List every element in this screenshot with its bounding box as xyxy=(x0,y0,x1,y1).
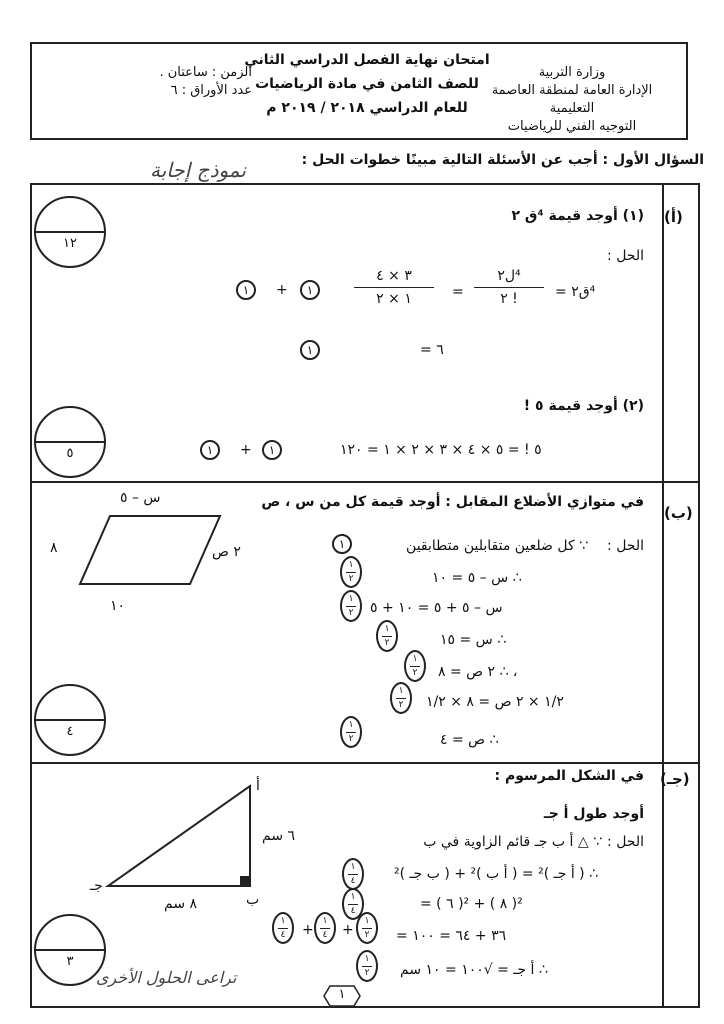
half-den: ٢ xyxy=(364,967,370,978)
half-mark xyxy=(356,912,378,944)
score-value: ٣ xyxy=(66,954,74,969)
quarter-mark xyxy=(342,858,364,890)
part-a-q2-solution: ٥ ! = ٥ × ٤ × ٣ × ٢ × ١ = ١٢٠ xyxy=(340,442,542,458)
quarter-num: ١ xyxy=(322,915,328,926)
half-mark xyxy=(390,682,412,714)
half-mark xyxy=(356,950,378,982)
fig-left-label: ٨ xyxy=(50,540,58,556)
alternate-solutions-note: تراعى الحلول الأخرى xyxy=(96,968,237,987)
fig-vertex-a: أ xyxy=(256,778,260,794)
half-mark xyxy=(340,716,362,748)
fraction-denominator: ٢ ! xyxy=(500,291,518,307)
half-mark xyxy=(340,556,362,588)
part-a-question-1: (١) أوجد قيمة ⁴ق ٢ xyxy=(511,208,644,224)
question-title: السؤال الأول : أجب عن الأسئلة التالية مبينًا خطوات الحل : xyxy=(301,152,704,168)
half-mark xyxy=(404,650,426,682)
right-angle-marker xyxy=(240,876,250,886)
triangle-shape xyxy=(108,786,250,886)
fraction-denominator: ١ × ٢ xyxy=(376,291,412,307)
plus-sign: + xyxy=(302,922,314,938)
exam-title-line: امتحان نهاية الفصل الدراسي الثاني xyxy=(244,52,490,68)
score-circle-a2 xyxy=(34,406,106,478)
half-num: ١ xyxy=(364,915,370,926)
part-a-fraction-2 xyxy=(354,268,434,307)
score-value: ٤ xyxy=(66,724,74,739)
fig-side-bc: ٨ سم xyxy=(164,896,198,912)
part-c-subquestion: أوجد طول أ جـ xyxy=(543,806,644,822)
half-num: ١ xyxy=(348,719,354,730)
exam-title-line: للصف الثامن في مادة الرياضيات xyxy=(255,76,479,92)
part-a-question-2: (٢) أوجد قيمة ٥ ! xyxy=(523,398,644,414)
fraction-numerator: ⁴ل٢ xyxy=(497,268,521,284)
score-circle-a xyxy=(34,196,106,268)
part-b-line: ∴ ص = ٤ xyxy=(440,732,499,748)
plus-sign: + xyxy=(342,922,354,938)
exam-title-block xyxy=(242,48,492,120)
ministry-block xyxy=(472,64,672,136)
part-c-line: ∵ △ أ ب جـ قائم الزاوية في ب xyxy=(423,834,602,850)
quarter-num: ١ xyxy=(350,861,356,872)
quarter-num: ١ xyxy=(350,891,356,902)
part-b-line: س – ٥ + ٥ = ١٠ + ٥ xyxy=(370,600,503,616)
half-den: ٢ xyxy=(348,573,354,584)
part-b-line: ∴ س = ١٥ xyxy=(440,632,507,648)
mark-circle: ١ xyxy=(332,534,352,554)
exam-header xyxy=(30,42,688,140)
part-a-fraction-1 xyxy=(474,268,544,307)
parallelogram-shape xyxy=(80,516,220,584)
part-a-equals: = xyxy=(452,284,464,300)
fig-vertex-c: جـ xyxy=(90,878,103,894)
half-num: ١ xyxy=(412,653,418,664)
quarter-den: ٤ xyxy=(280,929,286,940)
half-num: ١ xyxy=(364,953,370,964)
quarter-mark xyxy=(272,912,294,944)
part-c-label: (جـ) xyxy=(660,770,690,788)
half-num: ١ xyxy=(398,685,404,696)
page-number: ١ xyxy=(338,987,346,1002)
quarter-num: ١ xyxy=(280,915,286,926)
half-num: ١ xyxy=(348,559,354,570)
part-c-line: = ٣٦ + ٦٤ = ١٠٠ xyxy=(396,928,507,944)
fig-vertex-b: ب xyxy=(246,892,260,908)
part-a-step1-lhs: ⁴ق٢ = xyxy=(555,284,596,300)
section-divider xyxy=(32,481,698,483)
part-c-line: = ( ٦ )² + ( ٨ )² xyxy=(420,896,523,912)
part-b-question: في متوازي الأضلاع المقابل : أوجد قيمة كل من س ، ص xyxy=(261,494,644,510)
fig-bottom-label: ١٠ xyxy=(110,598,126,614)
half-den: ٢ xyxy=(348,733,354,744)
score-circle-b xyxy=(34,684,106,756)
part-a-label: (أ) xyxy=(664,208,683,226)
section-divider xyxy=(32,762,698,764)
half-den: ٢ xyxy=(364,929,370,940)
score-value: ٥ xyxy=(66,446,74,461)
ministry-line: الإدارة العامة لمنطقة العاصمة التعليمية xyxy=(491,83,653,116)
part-c-line: ∴ ( أ جـ )² = ( أ ب )² + ( ب جـ )² xyxy=(394,866,598,882)
ministry-line: التوجيه الفني للرياضيات xyxy=(507,119,637,134)
part-b-line: ∴ س – ٥ = ١٠ xyxy=(432,570,522,586)
half-mark xyxy=(376,620,398,652)
plus-sign: + xyxy=(276,282,288,298)
part-b-solution-label: الحل : xyxy=(607,538,644,554)
exam-info-block xyxy=(112,64,252,100)
part-b-line: ، ∴ ٢ ص = ٨ xyxy=(438,664,518,680)
label-column-divider xyxy=(662,185,664,1006)
part-a-step2: = ٦ xyxy=(420,342,444,358)
part-c-solution-label: الحل : xyxy=(607,834,644,850)
part-b-label: (ب) xyxy=(664,504,693,522)
part-b-line: ١/٢ × ٢ ص = ٨ × ١/٢ xyxy=(426,694,564,710)
half-den: ٢ xyxy=(348,607,354,618)
part-a-solution-label: الحل : xyxy=(607,248,644,264)
exam-pages: عدد الأوراق : ٦ xyxy=(170,83,252,98)
exam-title-line: للعام الدراسي ٢٠١٨ / ٢٠١٩ م xyxy=(266,100,468,116)
score-value: ١٢ xyxy=(63,236,77,251)
half-den: ٢ xyxy=(398,699,404,710)
plus-sign: + xyxy=(240,442,252,458)
half-num: ١ xyxy=(384,623,390,634)
quarter-den: ٤ xyxy=(350,905,356,916)
mark-circle: ١ xyxy=(300,280,320,300)
fig-top-label: س – ٥ xyxy=(120,490,161,506)
half-den: ٢ xyxy=(384,637,390,648)
quarter-den: ٤ xyxy=(322,929,328,940)
quarter-den: ٤ xyxy=(350,875,356,886)
fig-side-ab: ٦ سم xyxy=(262,828,296,844)
half-num: ١ xyxy=(348,593,354,604)
part-c-line: ∴ أ جـ = √١٠٠ = ١٠ سم xyxy=(400,962,548,978)
page-number-badge xyxy=(322,984,362,1008)
mark-circle: ١ xyxy=(300,340,320,360)
right-triangle-figure xyxy=(100,778,270,898)
half-den: ٢ xyxy=(412,667,418,678)
mark-circle: ١ xyxy=(262,440,282,460)
half-mark xyxy=(340,590,362,622)
fig-right-label: ٢ ص xyxy=(212,544,241,560)
quarter-mark xyxy=(314,912,336,944)
part-c-question: في الشكل المرسوم : xyxy=(494,768,644,784)
mark-circle: ١ xyxy=(236,280,256,300)
exam-time: الزمن : ساعتان . xyxy=(159,65,252,80)
fraction-numerator: ٣ × ٤ xyxy=(376,268,412,284)
part-b-line: ∵ كل ضلعين متقابلين متطابقين xyxy=(406,538,588,554)
ministry-line: وزارة التربية xyxy=(538,65,606,80)
mark-circle: ١ xyxy=(200,440,220,460)
model-answer-handwriting: نموذج إجابة xyxy=(150,158,246,182)
